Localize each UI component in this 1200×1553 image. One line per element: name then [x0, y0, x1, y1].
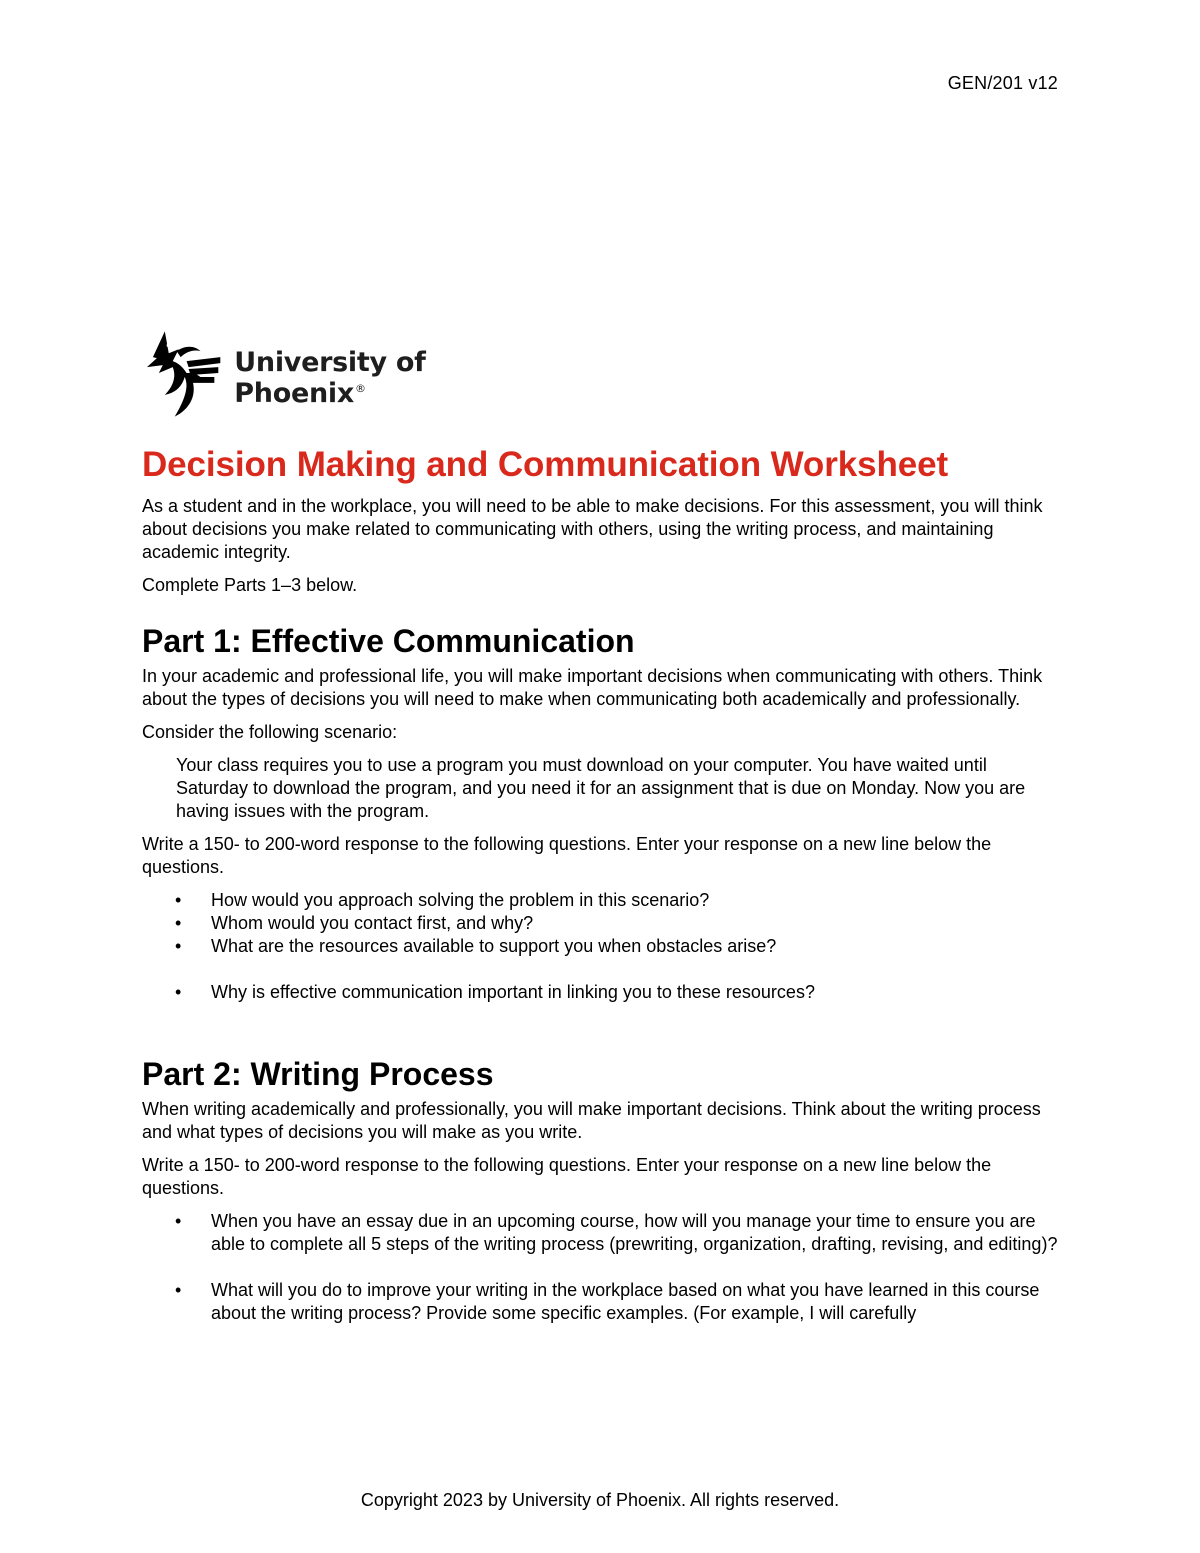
bullet-icon: • [175, 936, 182, 956]
logo-wordmark [234, 347, 563, 409]
part2-question-list [142, 1210, 1062, 1325]
phoenix-bird-icon [143, 327, 222, 422]
bullet-icon: • [175, 982, 182, 1002]
question-text: What will you do to improve your writing in the workplace based on what you have learned in this course about the writing process? Provide some specific examples. (For example, I will carefully [211, 1280, 1040, 1323]
list-item [142, 889, 1062, 912]
part1-scenario: Your class requires you to use a program you must download on your computer. You have waited until Saturday to download the program, and you need it for an assignment that is due on Monday. Now you are having issues with the program. [176, 755, 1026, 821]
question-text: Why is effective communication important in linking you to these resources? [211, 982, 815, 1002]
registered-mark: ® [354, 381, 366, 395]
document-body [142, 445, 1062, 1325]
part1-scenario-intro: Consider the following scenario: [142, 722, 398, 742]
part1-question-list [142, 889, 1062, 1004]
bullet-icon: • [175, 1280, 182, 1300]
question-text: How would you approach solving the problem in this scenario? [211, 890, 710, 910]
list-item [142, 935, 1062, 958]
part1-prompt: Write a 150- to 200-word response to the following questions. Enter your response on a new line below the questions. [142, 834, 992, 877]
logo-name: University of Phoenix [234, 346, 426, 409]
question-text: What are the resources available to support you when obstacles arise? [211, 936, 777, 956]
list-item [142, 1279, 1062, 1325]
copyright-footer: Copyright 2023 by University of Phoenix. All rights reserved. [360, 1490, 840, 1510]
part2-paragraph: When writing academically and professionally, you will make important decisions. Think about the writing process and what types of decisions you will make as you write. [142, 1099, 1041, 1142]
list-item [142, 1210, 1062, 1256]
part2-heading: Part 2: Writing Process [142, 1056, 494, 1092]
list-item [142, 981, 1062, 1004]
part1-heading: Part 1: Effective Communication [142, 623, 635, 659]
intro-instruction: Complete Parts 1–3 below. [142, 575, 358, 595]
part1-paragraph: In your academic and professional life, you will make important decisions when communicating with others. Think about the types of decisions you will need to make when communicating both academically and professionally. [142, 666, 1043, 709]
course-code: GEN/201 v12 [947, 73, 1058, 93]
bullet-icon: • [175, 890, 182, 910]
university-logo [143, 327, 563, 422]
bullet-icon: • [175, 913, 182, 933]
document-title: Decision Making and Communication Worksheet [142, 445, 949, 484]
list-item [142, 912, 1062, 935]
bullet-icon: • [175, 1211, 182, 1231]
question-text: Whom would you contact first, and why? [211, 913, 534, 933]
question-text: When you have an essay due in an upcoming course, how will you manage your time to ensure you are able to complete all 5 steps of the writing process (prewriting, organization, drafting, revising, and editing)? [211, 1211, 1058, 1254]
part2-prompt: Write a 150- to 200-word response to the following questions. Enter your response on a new line below the questions. [142, 1155, 992, 1198]
intro-paragraph: As a student and in the workplace, you will need to be able to make decisions. For this assessment, you will think about decisions you make related to communicating with others, using the writing process, and maintaining academic integrity. [142, 496, 1043, 562]
